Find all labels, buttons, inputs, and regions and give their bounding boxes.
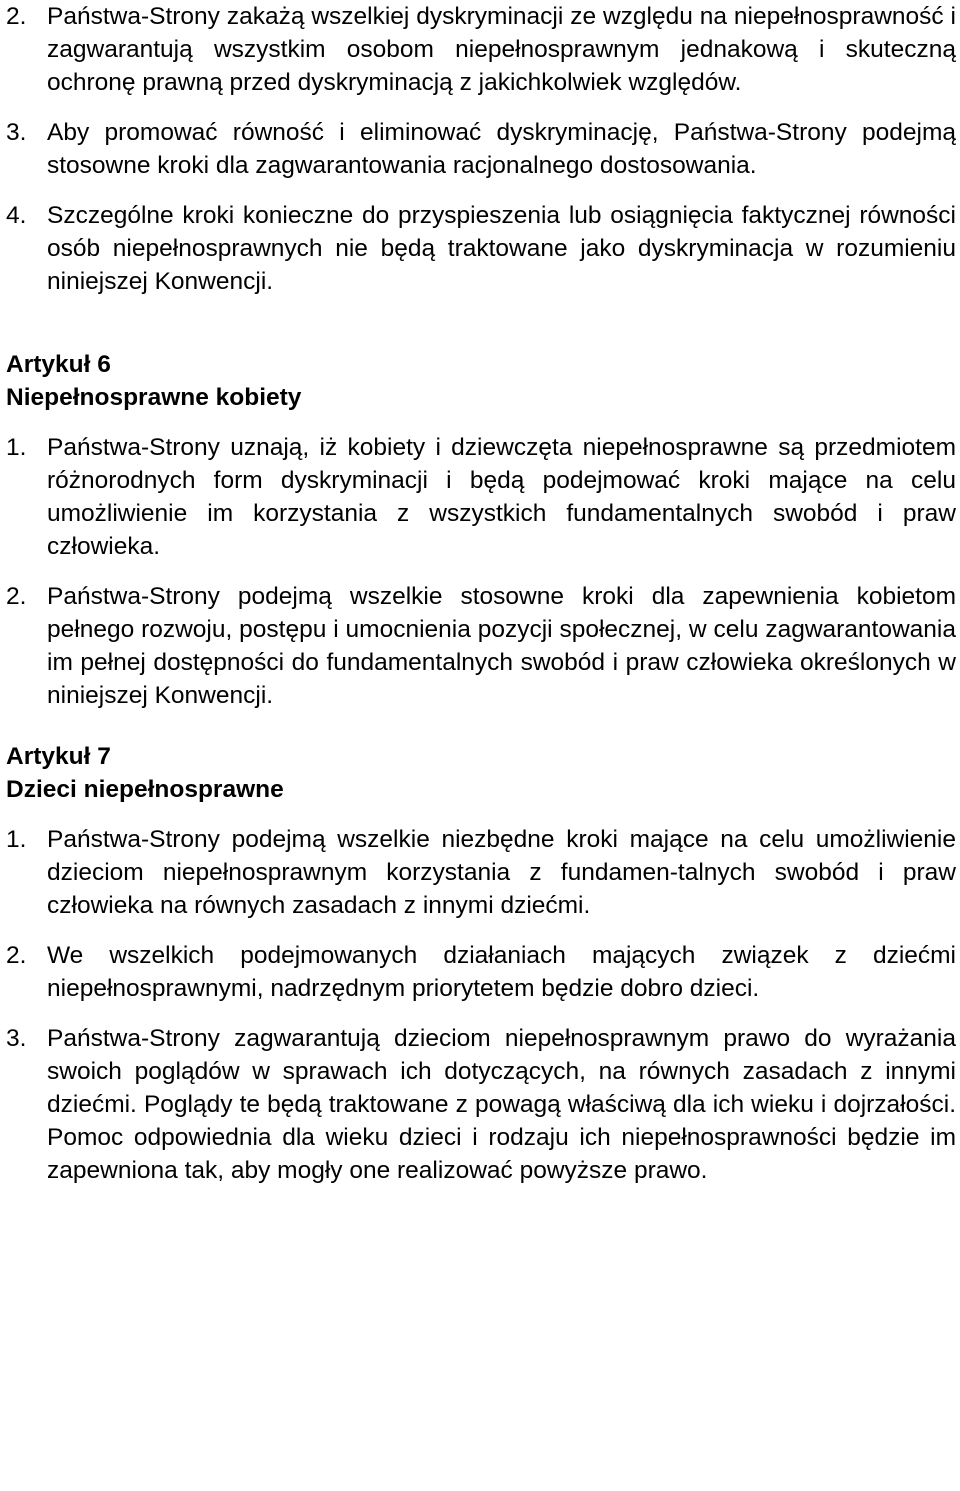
paragraph-number: 3.: [6, 1025, 27, 1052]
paragraph-text: Aby promować równość i eliminować dyskryminację, Państwa-Strony podejmą stosowne kroki dla zagwarantowania racjonalnego dostosowania.: [47, 119, 956, 179]
paragraph-text: Państwa-Strony podejmą wszelkie stosowne kroki dla zapewnienia kobietom pełnego rozwoju, postępu i umocnienia pozycji społecznej, w celu zagwarantowania im pełnej dostępności do fundamentalnych swobód i praw człowieka określonych w niniejszej Konwencji.: [47, 583, 956, 709]
paragraph-number: 1.: [6, 826, 27, 853]
paragraph-number: 2.: [6, 942, 27, 969]
article-label: Artykuł 7: [6, 743, 111, 770]
paragraph-text: Państwa-Strony zagwarantują dzieciom niepełnosprawnym prawo do wyrażania swoich poglądów w sprawach ich dotyczących, na równych zasadach z innymi dziećmi. Poglądy te będą traktowane z powagą właściwą dla ich wieku i dojrzałości. Pomoc odpowiednia dla wieku dzieci i rodzaju ich niepełnosprawności będzie im zapewniona tak, aby mogły one realizować powyższe prawo.: [47, 1025, 956, 1184]
paragraph-text: Państwa-Strony podejmą wszelkie niezbędne kroki mające na celu umożliwienie dzieciom niepełnosprawnym korzystania z fundamen-talnych swobód i praw człowieka na równych zasadach z innymi dziećmi.: [47, 826, 956, 919]
paragraph-number: 1.: [6, 434, 27, 461]
article-label: Artykuł 6: [6, 351, 111, 378]
paragraph-text: We wszelkich podejmowanych działaniach mających związek z dziećmi niepełnosprawnymi, nadrzędnym priorytetem będzie dobro dzieci.: [47, 942, 956, 1002]
paragraph-item: [6, 116, 956, 182]
paragraph-number: 2.: [6, 3, 27, 30]
paragraph-item: [6, 431, 956, 563]
paragraph-number: 3.: [6, 119, 27, 146]
paragraph-item: [6, 0, 956, 99]
paragraph-number: 4.: [6, 202, 27, 229]
paragraph-item: [6, 580, 956, 712]
paragraph-item: [6, 939, 956, 1005]
paragraph-item: [6, 823, 956, 922]
paragraph-item: [6, 199, 956, 298]
article-heading: [6, 740, 956, 806]
paragraph-number: 2.: [6, 583, 27, 610]
paragraph-item: [6, 1022, 956, 1187]
paragraph-text: Państwa-Strony zakażą wszelkiej dyskryminacji ze względu na niepełnosprawność i zagwarantują wszystkim osobom niepełnosprawnym jednakową i skuteczną ochronę prawną przed dyskryminacją z jakichkolwiek względów.: [47, 3, 956, 96]
paragraph-text: Państwa-Strony uznają, iż kobiety i dziewczęta niepełnosprawne są przedmiotem różnorodnych form dyskryminacji i będą podejmować kroki mające na celu umożliwienie im korzystania z wszystkich fundamentalnych swobód i praw człowieka.: [47, 434, 956, 560]
article-title: Niepełnosprawne kobiety: [6, 384, 302, 411]
paragraph-text: Szczególne kroki konieczne do przyspieszenia lub osiągnięcia faktycznej równości osób niepełnosprawnych nie będą traktowane jako dyskryminacja w rozumieniu niniejszej Konwencji.: [47, 202, 956, 295]
article-heading: [6, 348, 956, 414]
article-title: Dzieci niepełnosprawne: [6, 776, 284, 803]
